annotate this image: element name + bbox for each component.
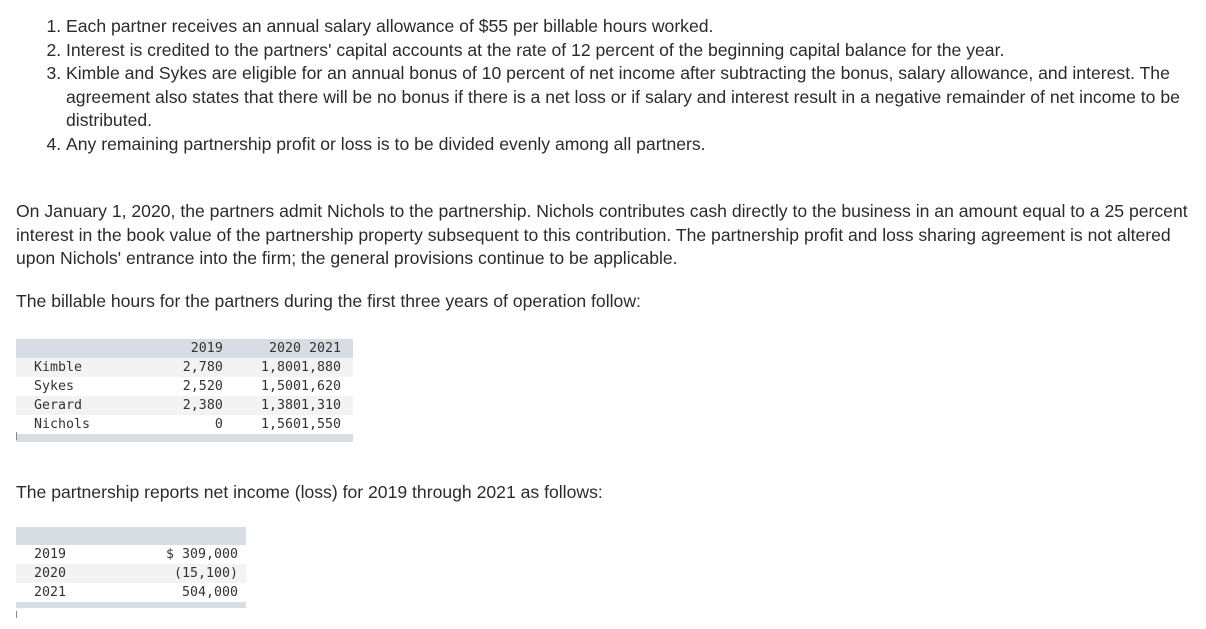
table-footer-bar xyxy=(16,434,353,442)
hours-cell: 1,880 xyxy=(300,360,341,375)
amount-cell: $ 309,000 xyxy=(165,547,238,562)
hours-cell: 1,800 xyxy=(260,360,301,375)
header-cell: 2021 xyxy=(308,341,341,356)
partnership-rules-list xyxy=(22,15,1197,156)
hours-cell: 2,520 xyxy=(182,379,223,394)
table-row xyxy=(16,564,246,583)
billable-hours-table xyxy=(16,339,353,442)
hours-cell: 2,780 xyxy=(182,360,223,375)
partner-name-cell: Nichols xyxy=(34,417,91,432)
table-row xyxy=(16,358,353,377)
table-header-bar xyxy=(16,527,246,545)
table-row xyxy=(16,396,353,415)
partner-name-cell: Sykes xyxy=(34,379,75,394)
admission-paragraph: On January 1, 2020, the partners admit Nichols to the partnership. Nichols contributes cash directly to the business in an amount equal to a 25 percent interest in the book value of the partnership property subsequent to this contribution. The partnership profit and loss sharing agreement is not altered upon Nichols' entrance into the firm; the general provisions continue to be applicable. xyxy=(16,201,1188,268)
rule-item: 4. Any remaining partnership profit or loss is to be divided evenly among all partners. xyxy=(66,133,1197,157)
table-edge-tick xyxy=(16,611,17,618)
hours-cell: 1,550 xyxy=(300,417,341,432)
hours-cell: 1,380 xyxy=(260,398,301,413)
hours-intro-paragraph: The billable hours for the partners during the first three years of operation follow: xyxy=(16,291,641,311)
table-row xyxy=(16,415,353,434)
rule-item: 3. Kimble and Sykes are eligible for an annual bonus of 10 percent of net income after subtracting the bonus, salary allowance, and interest. The agreement also states that there will be no bonus if there is a net loss or if salary and interest result in a negative remainder of net income to be distributed. xyxy=(66,62,1197,133)
hours-cell: 0 xyxy=(214,417,223,432)
rule-item: 2. Interest is credited to the partners' capital accounts at the rate of 12 percent of the beginning capital balance for the year. xyxy=(66,39,1197,63)
table-edge-tick xyxy=(16,432,17,440)
table-row xyxy=(16,545,246,564)
net-income-table xyxy=(16,527,246,608)
table-footer-bar xyxy=(16,602,246,608)
table-header-row xyxy=(16,339,353,358)
partner-name-cell: Gerard xyxy=(34,398,83,413)
amount-cell: (15,100) xyxy=(173,566,238,581)
rule-item: 1. Each partner receives an annual salary allowance of $55 per billable hours worked. xyxy=(66,15,1197,39)
income-intro-paragraph: The partnership reports net income (loss) for 2019 through 2021 as follows: xyxy=(16,482,603,502)
partner-name-cell: Kimble xyxy=(34,360,83,375)
amount-cell: 504,000 xyxy=(181,585,238,600)
hours-cell: 2,380 xyxy=(182,398,223,413)
header-cell: 2019 xyxy=(190,341,223,356)
hours-cell: 1,500 xyxy=(260,379,301,394)
table-row xyxy=(16,583,246,602)
year-cell: 2020 xyxy=(34,566,67,581)
header-cell xyxy=(16,339,145,358)
year-cell: 2021 xyxy=(34,585,67,600)
hours-cell: 1,560 xyxy=(260,417,301,432)
year-cell: 2019 xyxy=(34,547,67,562)
hours-cell: 1,310 xyxy=(300,398,341,413)
header-cell: 2020 xyxy=(268,341,301,356)
table-row xyxy=(16,377,353,396)
hours-cell: 1,620 xyxy=(300,379,341,394)
